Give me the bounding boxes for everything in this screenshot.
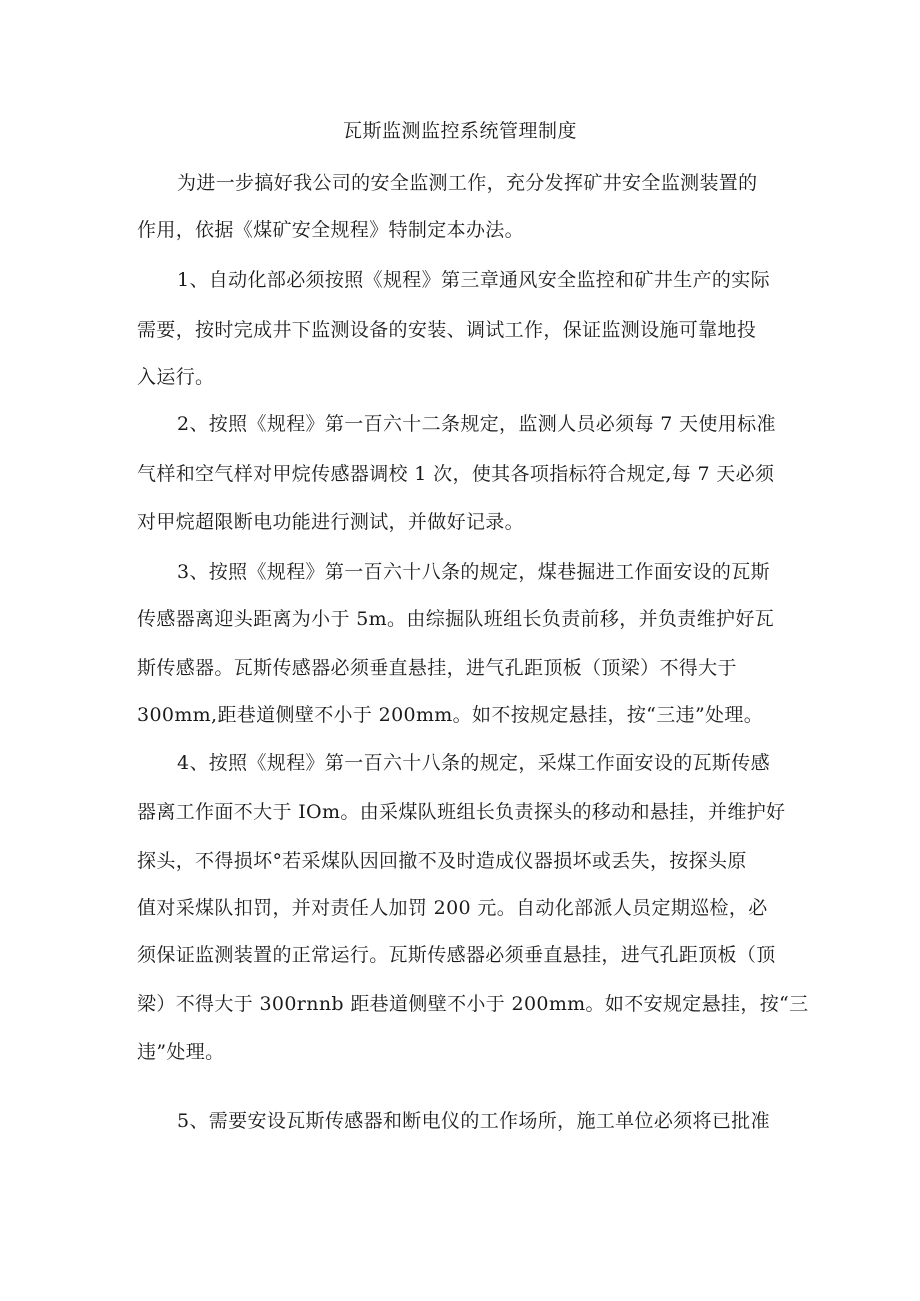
paragraph-line: 斯传感器。瓦斯传感器必须垂直悬挂，进气孔距顶板（顶梁）不得大于 — [137, 657, 737, 679]
paragraph-line: 违”处理。 — [137, 1041, 225, 1063]
paragraph-line: 300mm,距巷道侧壁不小于 200mm。如不按规定悬挂，按“三违”处理。 — [137, 704, 764, 726]
paragraph-line: 作用，依据《煤矿安全规程》特制定本办法。 — [137, 219, 525, 241]
paragraph-line: 传感器离迎头距离为小于 5m。由综掘队班组长负责前移，并负责维护好瓦 — [137, 608, 775, 630]
paragraph-line: 1、自动化部必须按照《规程》第三章通风安全监控和矿井生产的实际 — [177, 269, 770, 291]
paragraph-line: 3、按照《规程》第一百六十八条的规定，煤巷掘进工作面安设的瓦斯 — [177, 561, 770, 583]
paragraph-line: 梁）不得大于 300rnnb 距巷道侧壁不小于 200mm。如不安规定悬挂，按“三 — [137, 993, 809, 1015]
paragraph-line: 入运行。 — [137, 366, 215, 388]
paragraph-line: 5、需要安设瓦斯传感器和断电仪的工作场所，施工单位必须将已批准 — [177, 1110, 770, 1132]
paragraph-line: 4、按照《规程》第一百六十八条的规定，采煤工作面安设的瓦斯传感 — [177, 752, 770, 774]
document-title: 瓦斯监测监控系统管理制度 — [342, 120, 577, 142]
paragraph-line: 为进一步搞好我公司的安全监测工作，充分发挥矿井安全监测装置的 — [177, 172, 758, 194]
paragraph-line: 值对采煤队扣罚，并对责任人加罚 200 元。自动化部派人员定期巡检，必 — [137, 897, 768, 919]
paragraph-line: 需要，按时完成井下监测设备的安装、调试工作，保证监测设施可靠地投 — [137, 319, 757, 341]
paragraph-line: 须保证监测装置的正常运行。瓦斯传感器必须垂直悬挂，进气孔距顶板（顶 — [137, 944, 776, 966]
paragraph-line: 探头，不得损坏°若采煤队因回撤不及时造成仪器损坏或丢失，按探头原 — [137, 850, 747, 872]
paragraph-line: 器离工作面不大于 IOm。由采煤队班组长负责探头的移动和悬挂，并维护好 — [137, 801, 786, 823]
paragraph-line: 对甲烷超限断电功能进行测试，并做好记录。 — [137, 511, 525, 533]
paragraph-line: 2、按照《规程》第一百六十二条规定，监测人员必须每 7 天使用标准 — [177, 413, 776, 435]
paragraph-line: 气样和空气样对甲烷传感器调校 1 次，使其各项指标符合规定,每 7 天必须 — [137, 463, 775, 485]
